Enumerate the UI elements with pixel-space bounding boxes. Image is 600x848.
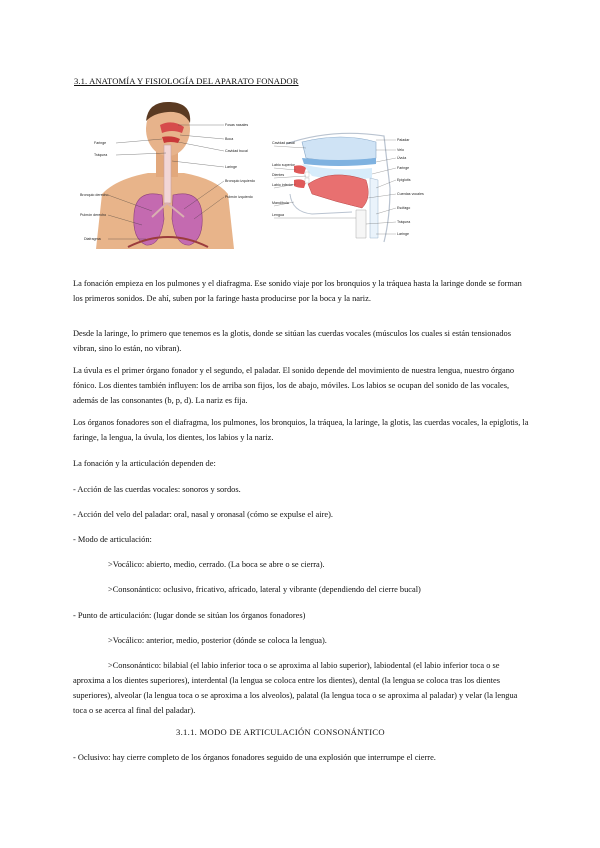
list-item-cuerdas: - Acción de las cuerdas vocales: sonoros y sordos. xyxy=(73,485,241,494)
label-traquea-r: Tráquea xyxy=(397,220,411,224)
respiratory-system-figure xyxy=(76,99,260,249)
label-velo: Velo xyxy=(397,148,404,152)
paragraph-organos: Los órganos fonadores son el diafragma, los pulmones, los bronquios, la tráquea, la laringe, la glotis, las cuerdas vocales, la epiglotis, la faringe, la lengua, la úvula, los dientes, los labios y la nariz. xyxy=(73,418,529,442)
label-lengua: Lengua xyxy=(272,213,284,217)
label-pulmon-izquierdo: Pulmón izquierdo xyxy=(225,195,253,199)
label-faringe-r: Faringe xyxy=(397,166,410,170)
paragraph-laringe: Desde la laringe, lo primero que tenemos es la glotis, donde se sitúan las cuerdas vocales (músculos los cuales si están tensionados vibran, sino lo están, no vibran). xyxy=(73,329,511,353)
label-mandibula: Mandíbula xyxy=(272,201,289,205)
label-laringe: Laringe xyxy=(225,165,237,169)
list-item-punto: - Punto de articulación: (lugar donde se sitúan los órganos fonadores) xyxy=(73,611,306,620)
label-boca: Boca xyxy=(225,137,234,141)
sublist-item-vocalico-punto: >Vocálico: anterior, medio, posterior (dónde se coloca la lengua). xyxy=(108,636,327,645)
list-item-velo: - Acción del velo del paladar: oral, nasal y oronasal (cómo se expulse el aire). xyxy=(73,510,333,519)
label-traquea: Tráquea xyxy=(94,153,108,157)
label-bronquio-izquierdo: Bronquio izquierdo xyxy=(225,179,255,183)
vocal-tract-figure xyxy=(272,128,424,242)
label-cuerdas-vocales: Cuerdas vocales xyxy=(397,192,424,196)
label-bronquio-derecho: Bronquio derecho xyxy=(80,193,109,197)
paragraph-oclusivo: - Oclusivo: hay cierre completo de los órganos fonadores seguido de una explosión que interrumpe el cierre. xyxy=(73,753,436,762)
paragraph-fonacion: La fonación empieza en los pulmones y el diafragma. Ese sonido viaje por los bronquios y la tráquea hasta la laringe donde se forman los primeros sonidos. De ahí, suben por la faringe hasta producirse por la boca y la nariz. xyxy=(73,279,522,303)
list-item-modo: - Modo de articulación: xyxy=(73,535,152,544)
sublist-item-consonantico-modo: >Consonántico: oclusivo, fricativo, africado, lateral y vibrante (dependiendo del cierre bucal) xyxy=(108,585,421,594)
sublist-item-consonantico-punto: >Consonántico: bilabial (el labio inferior toca o se aproxima al labio superior), labiodental (el labio inferior toca o se aproxima a los dientes superiores), interdental (la lengua se coloca entre los dientes), dental (la lengua se coloca tras los dientes superiores), alveolar (la lengua toca o se aproxima a los alveolos), palatal (la lengua toca o se aproxima al paladar) y velar (la lengua toca o se acerca al final del paladar). xyxy=(73,661,518,715)
label-laringe-r: Laringe xyxy=(397,232,409,236)
label-pulmon-derecho: Pulmón derecho xyxy=(80,213,107,217)
label-faringe: Faringe xyxy=(94,141,107,145)
paragraph-depende: La fonación y la articulación dependen de: xyxy=(73,459,216,468)
label-labio-superior: Labio superior xyxy=(272,163,295,167)
sublist-item-vocalico-modo: >Vocálico: abierto, medio, cerrado. (La boca se abre o se cierra). xyxy=(108,560,325,569)
label-uvula: Úvula xyxy=(397,156,407,160)
label-labio-inferior: Labio inferior xyxy=(272,183,293,187)
label-diafragma: Diafragma xyxy=(84,237,101,241)
label-cavidad-nasal: Cavidad nasal xyxy=(272,141,295,145)
label-dientes: Dientes xyxy=(272,173,285,177)
label-epiglotis: Epiglotis xyxy=(397,178,411,182)
label-cavidad-bucal: Cavidad bucal xyxy=(225,149,248,153)
section-heading: 3.1. ANATOMÍA Y FISIOLOGÍA DEL APARATO FONADOR xyxy=(74,76,299,86)
label-fosas-nasales: Fosas nasales xyxy=(225,123,249,127)
paragraph-uvula: La úvula es el primer órgano fonador y el segundo, el paladar. El sonido depende del movimiento de nuestra lengua, nuestro órgano fónico. Los dientes también influyen: los de arriba son fijos, los de abajo, móviles. Los labios se ocupan del sonido de las vocales, además de las consonantes (b, p, d). La nariz es fija. xyxy=(73,366,515,405)
subsection-heading: 3.1.1. MODO DE ARTICULACIÓN CONSONÁNTICO xyxy=(176,727,385,737)
label-paladar: Paladar xyxy=(397,138,410,142)
label-esofago: Esófago xyxy=(397,206,411,210)
